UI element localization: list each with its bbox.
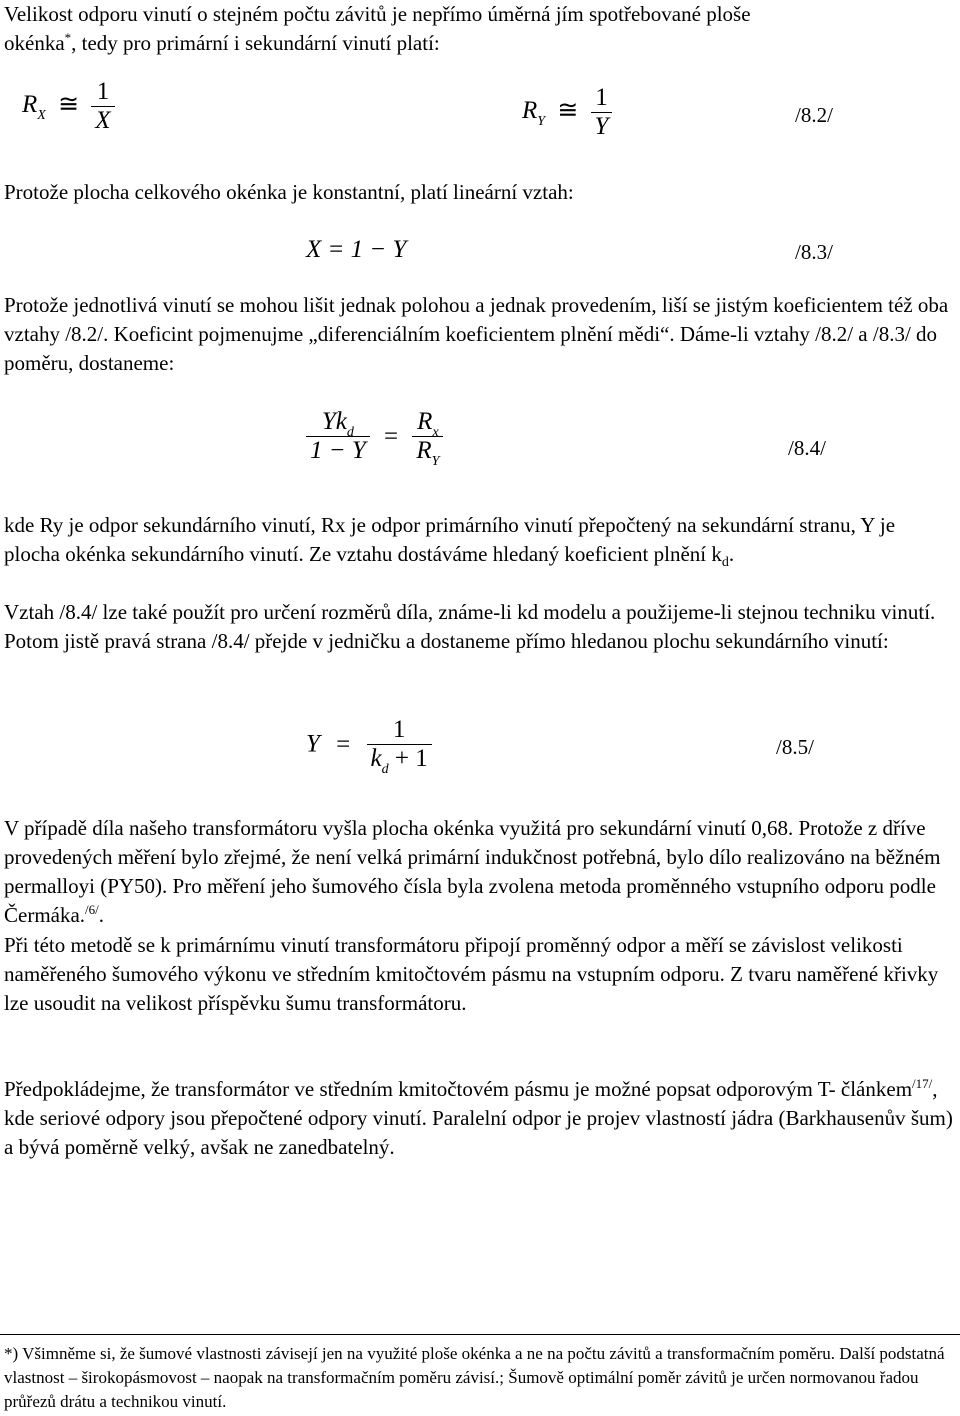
eq84-equals: = xyxy=(384,422,399,450)
eq82-right-num: 1 xyxy=(595,84,608,111)
eq82-right-fraction xyxy=(591,84,613,141)
eq82-ref: /8.2/ xyxy=(795,103,833,127)
para4-end: . xyxy=(98,903,105,927)
para6-text-start: Předpokládejme, že transformátor ve středním kmitočtovém pásmu je možné popsat odporovým T- článkem xyxy=(4,1077,913,1101)
para2-end: . xyxy=(728,542,735,566)
eq82-left-rel: ≅ xyxy=(58,91,80,119)
eq82-left-sub: X xyxy=(37,108,46,124)
eq82-right-den: Y xyxy=(591,112,613,141)
para4-citation: /6/ xyxy=(85,902,99,917)
eq82-left-var: R xyxy=(22,91,38,119)
eq82-right-rel: ≅ xyxy=(557,97,579,125)
eq82-right-sub: Y xyxy=(537,114,546,130)
para4-text: V případě díla našeho transformátoru vyšla plocha okénka využitá pro sekundární vinutí 0,68. Protože z dříve provedených měření bylo zřejmé, že není velká primární indukčnost potřebná, bylo dílo realizováno na běžném permalloyi (PY50). Pro měření jeho šumového čísla byla zvolena metoda proměnného vstupního odporu podle Čermáka. xyxy=(4,816,941,927)
intro-line-2 xyxy=(4,29,440,58)
intro-line-2-start: okénka xyxy=(4,31,65,55)
eq84-left-num-main: Yk xyxy=(321,408,347,435)
linear-relation-text: Protože plocha celkového okénka je konstantní, platí lineární vztah: xyxy=(4,180,574,204)
paragraph-transformer-result xyxy=(4,814,956,930)
eq82-left-fraction xyxy=(91,78,114,135)
footnote-marker: * xyxy=(64,30,72,45)
eq84-right-num-sub: x xyxy=(432,425,439,440)
eq85-ref: /8.5/ xyxy=(776,735,814,759)
eq84-right-den xyxy=(412,436,443,469)
paragraph-kd-definition xyxy=(4,511,956,569)
para2-sub: d xyxy=(721,555,729,571)
eq83-ref: /8.3/ xyxy=(795,240,833,264)
eq84-left-num-sub: d xyxy=(346,425,354,440)
paragraph-dimensions: Vztah /8.4/ lze také použít pro určení rozměrů díla, známe-li kd modelu a použijeme-li stejnou techniku vinutí. Potom jistě pravá strana /8.4/ přejde v jedničku a dostaneme přímo hledanou plochu sekundárního vinutí: xyxy=(4,600,936,653)
eq82-right-var: R xyxy=(522,97,538,125)
eq82-left-num: 1 xyxy=(96,78,110,105)
footnote-separator xyxy=(0,1334,960,1335)
equation-8-5 xyxy=(306,716,432,777)
equation-8-2-left xyxy=(22,78,115,135)
equation-8-4 xyxy=(306,408,443,469)
eq84-left-fraction xyxy=(306,408,370,465)
eq85-den-rest: + 1 xyxy=(394,745,428,772)
eq85-den xyxy=(367,744,432,777)
eq84-right-den-sub: Y xyxy=(431,454,440,469)
para6-citation: /17/ xyxy=(912,1076,933,1091)
eq85-den-k: k xyxy=(370,745,382,772)
intro-line-1: Velikost odporu vinutí o stejném počtu závitů je nepřímo úměrná jím spotřebované ploše xyxy=(4,2,751,26)
eq85-lhs: Y xyxy=(306,730,320,758)
eq85-num: 1 xyxy=(392,716,406,743)
eq84-left-num xyxy=(306,408,370,440)
eq84-right-fraction xyxy=(412,408,443,469)
equation-8-2-right xyxy=(522,84,612,141)
eq85-fraction xyxy=(367,716,432,777)
eq85-equals: = xyxy=(336,730,351,758)
eq85-den-sub: d xyxy=(381,762,389,777)
paragraph-method: Při této metodě se k primárnímu vinutí transformátoru připojí proměnný odpor a měří se závislost velikosti naměřeného šumového výkonu ve středním kmitočtovém pásmu na vstupním odporu. Z tvaru naměřené křivky lze usoudit na velikost příspěvku šumu transformátoru. xyxy=(4,933,939,1015)
eq84-right-num-main: R xyxy=(417,408,433,435)
para2-text: kde Ry je odpor sekundárního vinutí, Rx je odpor primárního vinutí přepočtený na sekundární stranu, Y je plocha okénka sekundárního vinutí. Ze vztahu dostáváme hledaný koeficient plnění k xyxy=(4,513,896,566)
eq82-left-den: X xyxy=(91,106,114,135)
eq84-ref: /8.4/ xyxy=(788,436,826,460)
paragraph-t-model xyxy=(4,1075,956,1162)
intro-line-2-end: , tedy pro primární i sekundární vinutí platí: xyxy=(71,31,440,55)
eq84-right-den-main: R xyxy=(416,437,432,464)
footnote: *) Všimněme si, že šumové vlastnosti závisejí jen na využité ploše okénka a ne na počtu závitů a transformačním poměru. Další podstatná vlastnost – širokopásmovost – naopak na transformačním poměru závisí.; Šumově optimální poměr závitů je určen normovanou řadou průřezů drátu a technikou vinutí. xyxy=(4,1344,945,1411)
para6-text-end: , kde seriové odpory jsou přepočtené odpory vinutí. Paralelní odpor je projev vlastností jádra (Barkhausenův šum) a bývá poměrně velký, avšak ne zanedbatelný. xyxy=(4,1077,953,1159)
paragraph-coefficient: Protože jednotlivá vinutí se mohou lišit jednak polohou a jednak provedením, liší se jistým koeficientem též oba vztahy /8.2/. Koeficint pojmenujme „diferenciálním koeficientem plnění mědi“. Dáme-li vztahy /8.2/ a /8.3/ do poměru, dostaneme: xyxy=(4,293,949,375)
eq84-left-den: 1 − Y xyxy=(306,436,370,465)
eq84-right-num xyxy=(412,408,443,440)
equation-8-3: X = 1 − Y xyxy=(306,236,407,263)
